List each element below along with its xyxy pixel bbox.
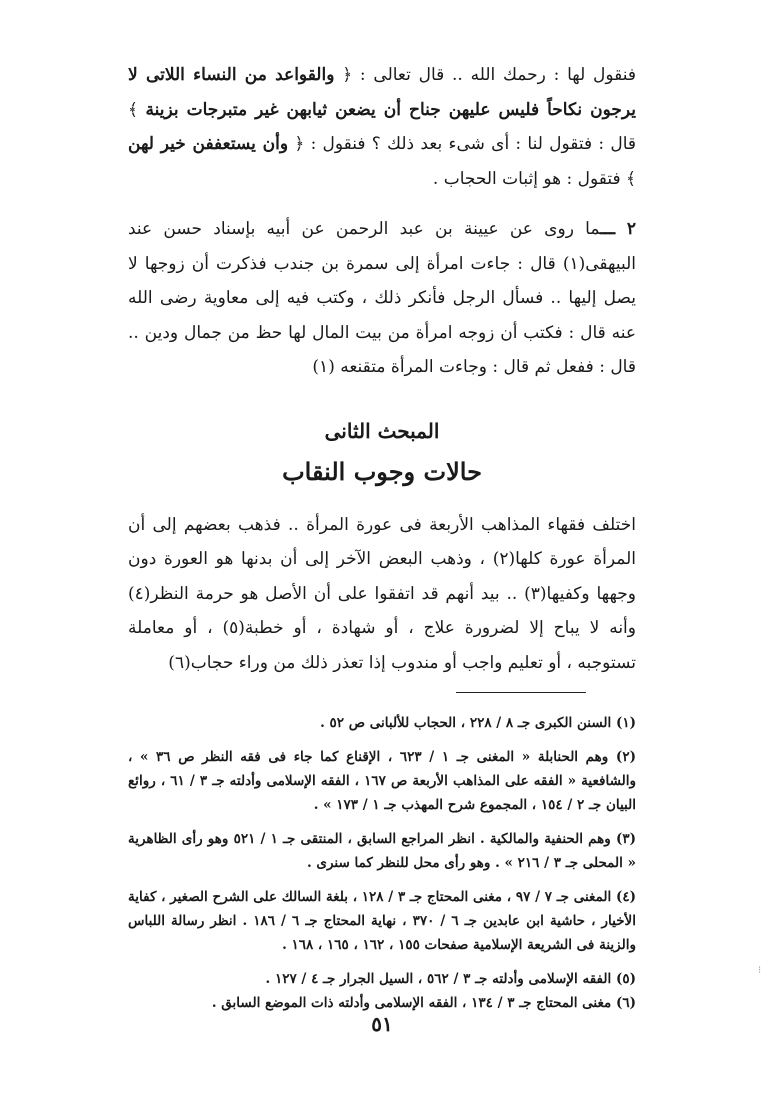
page-number: ٥١ xyxy=(371,1012,393,1036)
quran-open-bracket-2: ﴿ xyxy=(294,134,305,154)
quran-open-bracket: ﴿ xyxy=(342,65,353,85)
paragraph-2-text: ما روى عن عيينة بن عبد الرحمن عن أبيه بإسناد حسن عند البيهقى(١) قال : جاءت امرأة إلى سمرة بن جندب فذكرت أن زوجها لا يصل إليها .. فسأل الرجل فأنكر ذلك ، وكتب فيه إلى معاوية رضى الله عنه قال : فكتب أن زوجه امرأة من بيت المال لها حظ من جمال ودين .. قال : ففعل ثم قال : وجاءت المرأة متقنعه (١) xyxy=(128,219,636,377)
quran-verse-1: والقواعد من النساء اللاتى لا يرجون نكاحاً فليس عليهن جناح أن يضعن ثيابهن غير متبرجات بزينة xyxy=(128,65,637,120)
quran-close-bracket: ﴾ xyxy=(128,99,138,120)
footnote-5: (٥) الفقه الإسلامى وأدلته جـ ٣ / ٥٦٢ ، السيل الجرار جـ ٤ / ١٢٧ . xyxy=(265,971,636,987)
paragraph-1-intro: فنقول لها : رحمك الله .. قال تعالى : xyxy=(359,65,637,85)
paragraph-1-end: فتقول : هو إثبات الحجاب . xyxy=(432,168,621,189)
footnote-6: (٦) مغنى المحتاج جـ ٣ / ١٣٤ ، الفقه الإسلامى وأدلته ذات الموضع السابق . xyxy=(211,995,636,1011)
quran-close-bracket-2: ﴾ xyxy=(626,168,636,189)
quran-verse-2: وأن يستعففن خير لهن xyxy=(128,134,289,154)
footnote-divider xyxy=(456,692,586,693)
paragraph-2 xyxy=(128,212,636,385)
page-body xyxy=(128,52,636,1015)
paragraph-2-number: ٢ ـــ xyxy=(600,219,636,239)
paragraph-3: اختلف فقهاء المذاهب الأربعة فى عورة المرأة .. فذهب بعضهم إلى أن المرأة عورة كلها(٢) ، وذهب البعض الآخر إلى أن بدنها هو العورة دون وجهها وكفيها(٣) .. بيد أنهم قد اتفقوا على أن الأصل هو حرمة النظر(٤) وأنه لا يباح إلا لضرورة علاج ، أو شهادة ، أو خطبة(٥) ، أو معاملة تستوجبه ، أو تعليم واجب أو مندوب إذا تعذر ذلك من وراء حجاب(٦) xyxy=(128,514,637,673)
footnotes xyxy=(128,711,636,1015)
edge-mark: ⁝ xyxy=(758,965,762,976)
footnote-3: (٣) وهم الحنفية والمالكية . انظر المراجع السابق ، المنتقى جـ ١ / ٥٢١ وهو رأى الظاهرية « المحلى جـ ٣ / ٢١٦ » . وهو رأى محل للنظر كما سنرى . xyxy=(128,831,637,871)
section-label: المبحث الثانى xyxy=(324,418,440,443)
paragraph-1-mid: قال : فتقول لنا : أى شىء بعد ذلك ؟ فنقول : xyxy=(310,134,637,154)
footnote-2: (٢) وهم الحنابلة « المغنى جـ ١ / ٦٢٣ ، الإقناع كما جاء فى فقه النظر ص ٣٦ » ، والشافعية « الفقه على المذاهب الأربعة ص ١٦٧ ، الفقه الإسلامى وأدلته جـ ٣ / ٦١ ، روائع البيان جـ ٢ / ١٥٤ ، المجموع شرح المهذب جـ ١ / ١٧٣ » . xyxy=(128,749,636,813)
footnote-1: (١) السنن الكبرى جـ ٨ / ٢٢٨ ، الحجاب للألبانى ص ٥٢ . xyxy=(320,715,636,731)
footnote-4: (٤) المغنى جـ ٧ / ٩٧ ، مغنى المحتاج جـ ٣ / ١٢٨ ، بلغة السالك على الشرح الصغير ، كفاية الأخيار ، حاشية ابن عابدين جـ ٦ / ٣٧٠ ، نهاية المحتاج جـ ٦ / ١٨٦ . انظر رسالة اللباس والزينة فى الشريعة الإسلامية صفحات ١٥٥ ، ١٦٢ ، ١٦٥ ، ١٦٨ . xyxy=(128,889,636,953)
paragraph-1 xyxy=(128,58,636,196)
section-title: حالات وجوب النقاب xyxy=(282,456,482,486)
